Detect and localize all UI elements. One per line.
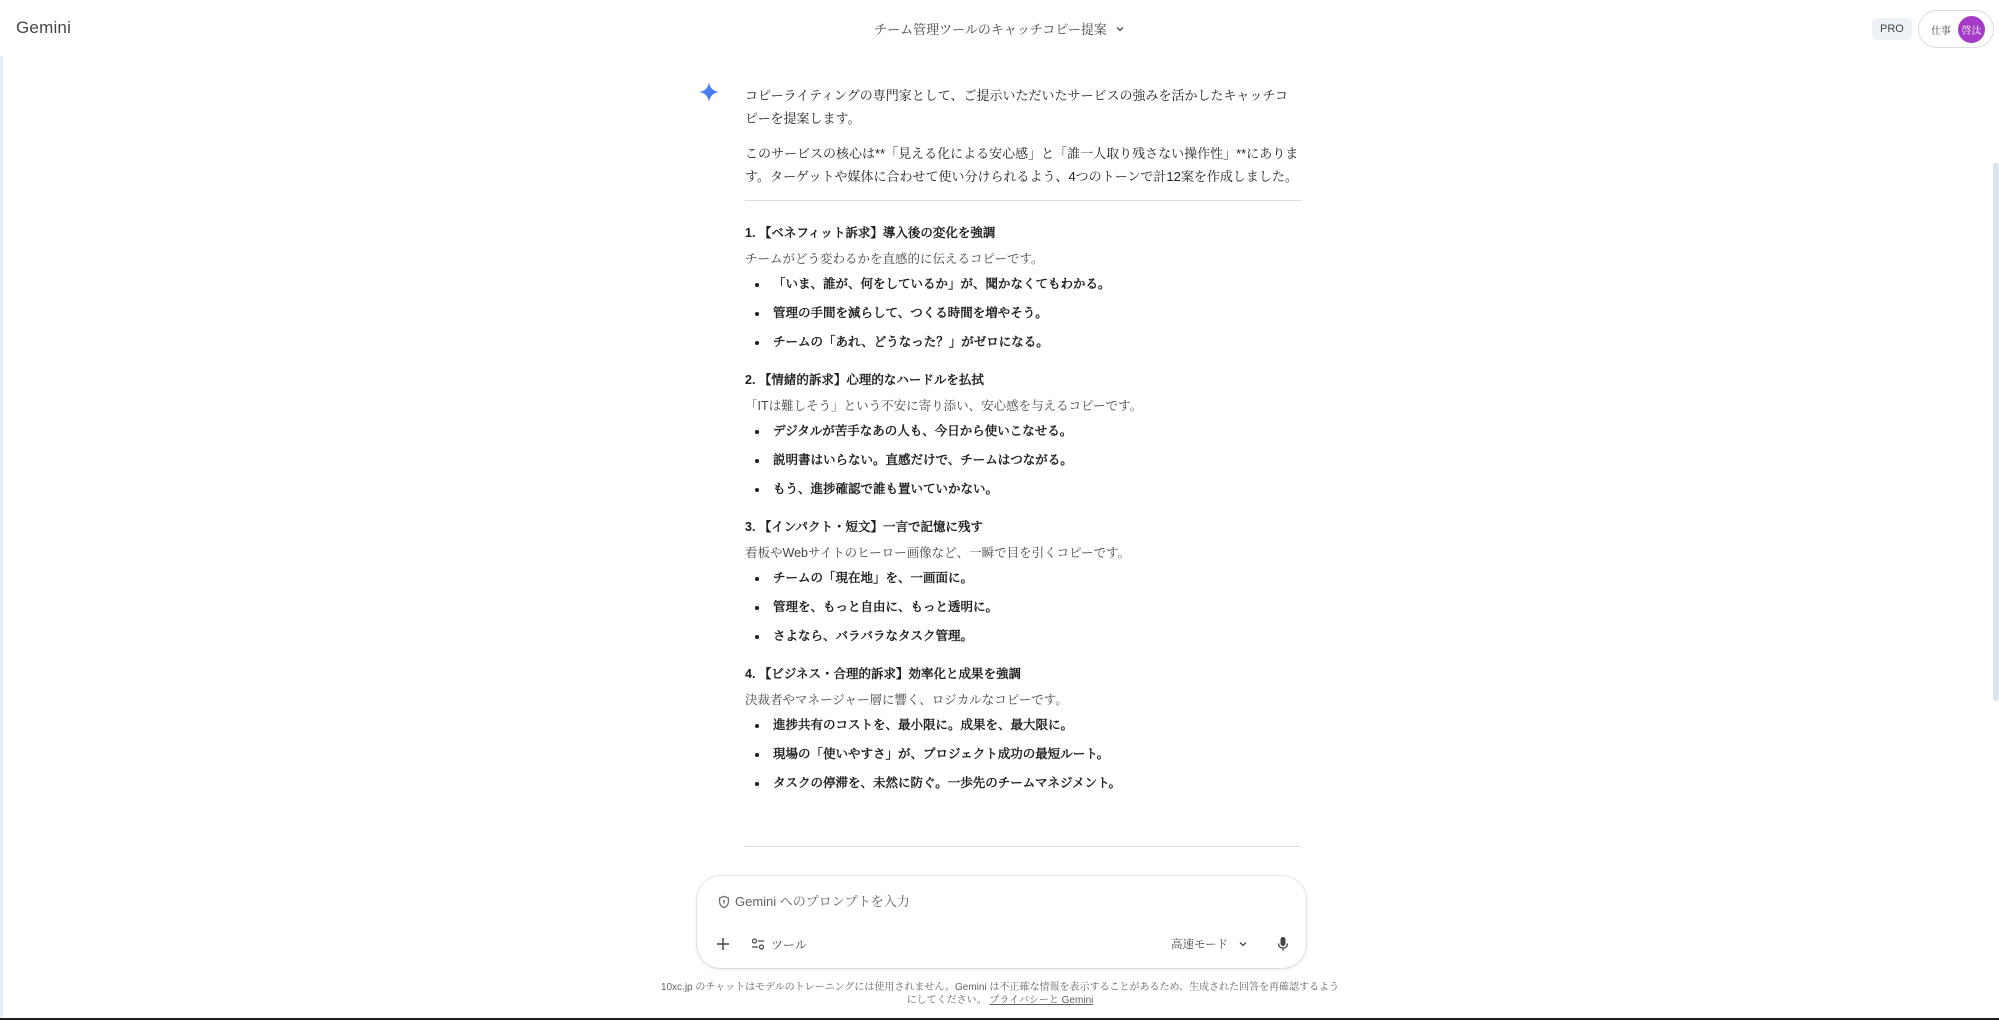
conversation-title-button[interactable] [874, 19, 1125, 38]
shield-icon [717, 895, 731, 909]
privacy-link[interactable]: プライバシーと Gemini [989, 995, 1094, 1006]
section-description: 看板やWebサイトのヒーロー画像など、一瞬で目を引くコピーです。 [745, 546, 1131, 560]
copy-section-business [745, 664, 1301, 793]
disclaimer-text: 10xc.jp のチャットはモデルのトレーニングには使用されません。Gemini は不正確な情報を表示することがあるため、生成された回答を再確認するようにしてください。 [660, 982, 1340, 1006]
copy-list [745, 568, 1301, 646]
list-item: さよなら、バラバラなタスク管理。 [745, 626, 1301, 646]
list-item: チームの「あれ、どうなった？」がゼロになる。 [745, 332, 1301, 352]
conversation-title-bar [0, 19, 1999, 38]
plus-icon [716, 937, 730, 951]
list-item: デジタルが苦手なあの人も、今日から使いこなせる。 [745, 421, 1301, 441]
account-switcher[interactable] [1918, 10, 1994, 48]
brand-logo[interactable]: Gemini [16, 18, 72, 37]
left-edge [0, 0, 3, 1020]
chevron-down-icon [1238, 939, 1248, 949]
top-bar [0, 0, 1999, 56]
chevron-down-icon [1115, 24, 1125, 34]
tools-sliders-icon [751, 937, 765, 951]
prompt-row [717, 894, 1235, 909]
tools-label: ツール [771, 937, 807, 952]
divider [745, 846, 1301, 847]
scrollbar-thumb[interactable] [1993, 163, 1999, 701]
copy-list [745, 274, 1301, 352]
section-heading: 3. 【インパクト・短文】一言で記憶に残す [745, 520, 984, 534]
section-heading: 4. 【ビジネス・合理的訴求】効率化と成果を強調 [745, 667, 1022, 681]
section-heading: 1. 【ベネフィット訴求】導入後の変化を強調 [745, 226, 996, 240]
copy-list [745, 421, 1301, 499]
prompt-input[interactable] [735, 894, 1235, 909]
divider [745, 200, 1301, 201]
account-label: 仕事 [1931, 25, 1951, 37]
tools-button[interactable] [751, 932, 807, 956]
mode-selector[interactable] [1171, 932, 1248, 956]
microphone-button[interactable] [1271, 932, 1295, 956]
avatar: 啓汰 [1958, 16, 1985, 43]
list-item: 管理の手間を減らして、つくる時間を増やそう。 [745, 303, 1301, 323]
mode-label: 高速モード [1171, 939, 1229, 951]
microphone-icon [1276, 936, 1290, 952]
section-description: 「ITは難しそう」という不安に寄り添い、安心感を与えるコピーです。 [745, 399, 1143, 413]
list-item: 説明書はいらない。直感だけで、チームはつながる。 [745, 450, 1301, 470]
list-item: 進捗共有のコストを、最小限に。成果を、最大限に。 [745, 715, 1301, 735]
copy-section-benefit [745, 223, 1301, 352]
copy-section-emotional [745, 370, 1301, 499]
list-item: もう、進捗確認で誰も置いていかない。 [745, 479, 1301, 499]
intro-paragraph: コピーライティングの専門家として、ご提示いただいたサービスの強みを活かしたキャッチコピーを提案します。 [745, 88, 1289, 126]
disclaimer [660, 981, 1340, 1007]
copy-list [745, 715, 1301, 793]
copy-section-impact [745, 517, 1301, 646]
add-attachment-button[interactable] [711, 932, 735, 956]
plan-badge: PRO [1872, 18, 1912, 40]
prompt-composer [697, 876, 1306, 968]
list-item: 管理を、もっと自由に、もっと透明に。 [745, 597, 1301, 617]
gemini-sparkle-icon [698, 81, 720, 103]
section-description: 決裁者やマネージャー層に響く、ロジカルなコピーです。 [745, 693, 1068, 707]
section-heading: 2. 【情緒的訴求】心理的なハードルを払拭 [745, 373, 984, 387]
conversation-title: チーム管理ツールのキャッチコピー提案 [874, 22, 1107, 37]
list-item: 「いま、誰が、何をしているか」が、聞かなくてもわかる。 [745, 274, 1301, 294]
list-item: チームの「現在地」を、一画面に。 [745, 568, 1301, 588]
intro-paragraph: このサービスの核心は**「見える化による安心感」と「誰一人取り残さない操作性」**にあります。ターゲットや媒体に合わせて使い分けられるよう、4つのトーンで計12案を作成しました。 [745, 146, 1299, 184]
list-item: 現場の「使いやすさ」が、プロジェクト成功の最短ルート。 [745, 744, 1301, 764]
response-content [745, 84, 1301, 811]
section-description: チームがどう変わるかを直感的に伝えるコピーです。 [745, 252, 1044, 266]
list-item: タスクの停滞を、未然に防ぐ。一歩先のチームマネジメント。 [745, 773, 1301, 793]
